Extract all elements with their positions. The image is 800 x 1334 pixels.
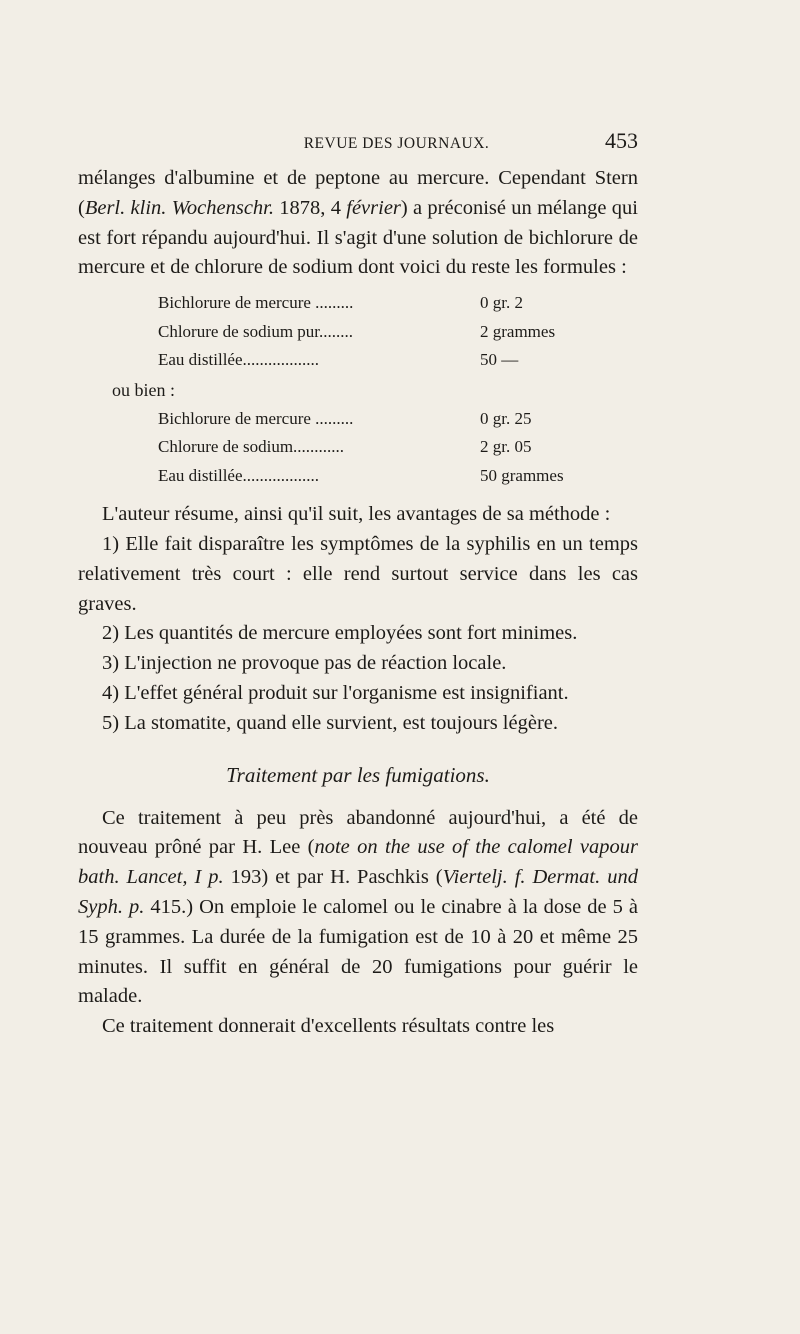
formula-connector: ou bien :	[112, 379, 175, 400]
book-page	[78, 128, 638, 1042]
fumigation-text-3: 415.) On emploie le calomel ou le cinabre à la dose de 5 à 15 grammes. La durée de la fumigation est de 10 à 20 et même 25 minutes. Il suffit en général de 20 fumigations pour guérir le malade.	[78, 895, 638, 1008]
ingredient-quantity: 2 gr. 05	[480, 437, 532, 457]
formula-row	[158, 405, 578, 434]
section-title: Traitement par les fumigations.	[226, 762, 490, 787]
fumigation-paragraph	[78, 804, 638, 1013]
ingredient-name: Chlorure de sodium pur........	[158, 321, 354, 341]
closing-line: Ce traitement donnerait d'excellents résultats contre les	[102, 1015, 555, 1038]
advantage-item-4: 4) L'effet général produit sur l'organisme est insignifiant.	[102, 681, 569, 704]
ingredient-name: Bichlorure de mercure .........	[158, 293, 354, 313]
summary-intro: L'auteur résume, ainsi qu'il suit, les avantages de sa méthode :	[102, 503, 611, 526]
fumigation-text-2: 193) et par H. Paschkis (	[223, 866, 443, 889]
page-header	[78, 128, 638, 164]
advantage-item-1: 1) Elle fait disparaître les symptômes de la syphilis en un temps relativement très court : elle rend surtout service dans les cas graves.	[78, 532, 638, 615]
intro-text-2: 1878, 4	[274, 196, 347, 219]
ingredient-quantity: 50 —	[480, 350, 519, 370]
running-title: REVUE DES JOURNAUX.	[303, 135, 490, 152]
advantage-item-2: 2) Les quantités de mercure employées sont fort minimes.	[102, 622, 578, 645]
intro-citation-month: février	[346, 196, 401, 219]
page-number: 453	[605, 128, 638, 153]
fumigation-citation-paschkis: Viertelj. f. Dermat. und Syph. p.	[78, 866, 638, 918]
ingredient-quantity: 0 gr. 25	[480, 408, 532, 428]
ingredient-quantity: 50 grammes	[480, 465, 564, 485]
ingredient-quantity: 0 gr. 2	[480, 293, 523, 313]
ingredient-name: Eau distillée..................	[158, 465, 320, 485]
fumigation-text-1: Ce traitement à peu près abandonné aujourd'hui, a été de nouveau prôné par H. Lee (	[78, 806, 638, 859]
advantage-item-3: 3) L'injection ne provoque pas de réaction locale.	[102, 652, 507, 675]
ingredient-quantity: 2 grammes	[480, 321, 556, 341]
ingredient-name: Chlorure de sodium............	[158, 437, 345, 457]
advantage-item-5: 5) La stomatite, quand elle survient, est toujours légère.	[102, 711, 558, 734]
intro-text-1: mélanges d'albumine et de peptone au mercure. Cependant Stern (	[78, 167, 638, 219]
formula-row	[158, 433, 578, 462]
formula-table-2	[158, 405, 578, 491]
intro-paragraph	[78, 164, 638, 283]
formula-table-1	[158, 289, 578, 375]
formula-row	[158, 462, 578, 491]
formula-row	[158, 346, 578, 375]
ingredient-name: Eau distillée..................	[158, 350, 320, 370]
intro-text-3: ) a préconisé un mélange qui est fort répandu aujourd'hui. Il s'agit d'une solution de bichlorure de mercure et de chlorure de sodium dont voici du reste les formules :	[78, 196, 638, 279]
formula-row	[158, 318, 578, 347]
fumigation-citation-lee: note on the use of the calomel vapour bath. Lancet, I p.	[78, 836, 638, 889]
intro-citation-journal: Berl. klin. Wochenschr.	[84, 196, 274, 219]
ingredient-name: Bichlorure de mercure .........	[158, 408, 354, 428]
formula-row	[158, 289, 578, 318]
